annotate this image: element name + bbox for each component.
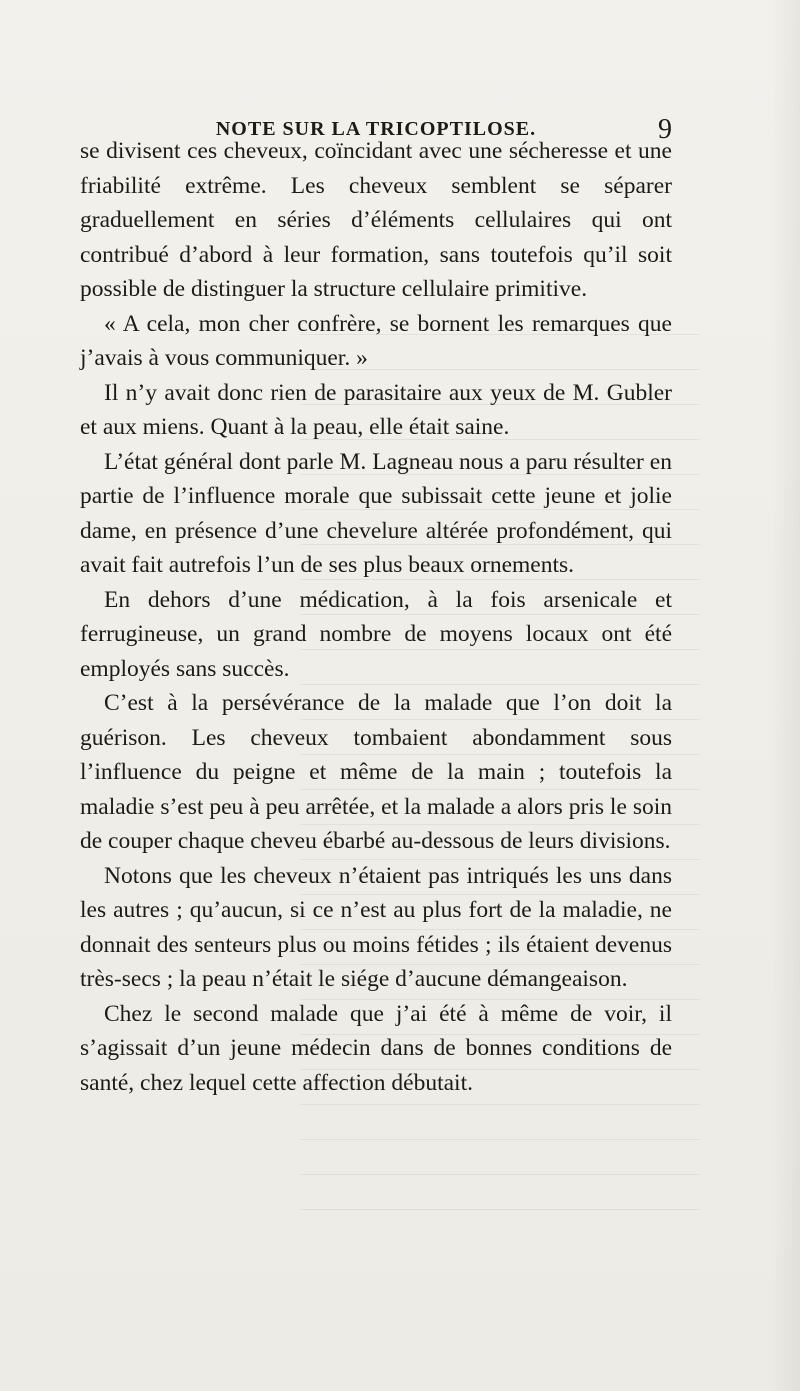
paragraph-3: Il n’y avait donc rien de parasitaire aux yeux de M. Gubler et aux miens. Quant à la peau, elle était saine. [80, 379, 672, 440]
paragraph-5: En dehors d’une médication, à la fois arsenicale et ferrugineuse, un grand nombre de moyens locaux ont été employés sans succès. [80, 586, 672, 682]
paragraph-7: Notons que les cheveux n’étaient pas intriqués les uns dans les autres ; qu’aucun, si ce n’est au plus fort de la maladie, ne donnait des senteurs plus ou moins fétides ; ils étaient devenus très-secs ; la peau n’était le siége d’aucune démangeaison. [80, 862, 672, 992]
paragraph-6: C’est à la persévérance de la malade que l’on doit la guérison. Les cheveux tombaient abondamment sous l’influence du peigne et même de la main ; toutefois la maladie s’est peu à peu arrêtée, et la malade a alors pris le soin de couper chaque cheveu ébarbé au-dessous de leurs divisions. [80, 690, 672, 854]
header-title: NOTE SUR LA TRICOPTILOSE. [215, 118, 537, 140]
paragraph-8: Chez le second malade que j’ai été à même de voir, il s’agissait d’un jeune médecin dans de bonnes conditions de santé, chez lequel cette affection débutait. [80, 1000, 672, 1096]
page-number: 9 [658, 114, 672, 145]
paragraph-2: « A cela, mon cher confrère, se bornent les remarques que j’avais à vous communiquer. » [80, 310, 672, 371]
paragraph-4: L’état général dont parle M. Lagneau nous a paru résulter en partie de l’influence morale que subissait cette jeune et jolie dame, en présence d’une chevelure altérée profondément, qui avait fait autrefois l’un de ses plus beaux ornements. [80, 448, 672, 578]
paragraph-1: se divisent ces cheveux, coïncidant avec une sécheresse et une friabilité extrême. Les cheveux semblent se séparer graduellement en séries d’éléments cellulaires qui ont contribué d’abord à leur formation, sans toutefois qu’il soit possible de distinguer la structure cellulaire primitive. [80, 138, 672, 302]
body-text [80, 128, 672, 1100]
page-edge-shadow [770, 0, 800, 1391]
